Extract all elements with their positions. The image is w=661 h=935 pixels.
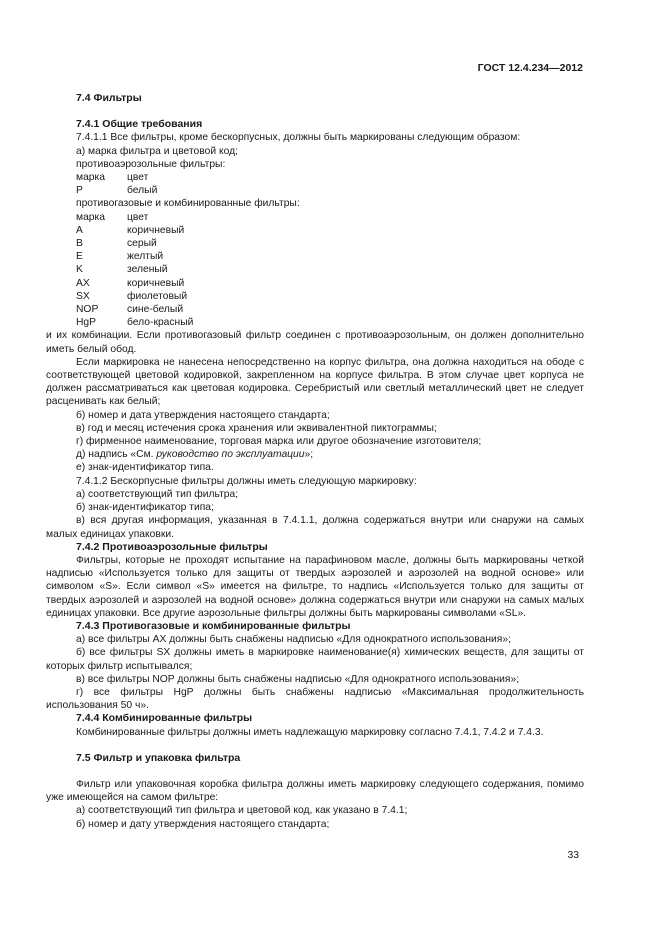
aerosol-filters-heading: противоаэрозольные фильтры: (76, 158, 226, 170)
gas-table-row (76, 277, 584, 290)
gas-table-row (76, 237, 584, 250)
gas-table-header (76, 211, 584, 224)
color-cell: зеленый (127, 264, 168, 276)
list-item-b: б) все фильтры SX должны иметь в маркировке наименование(я) химических веществ, для защиты от которых фильтр испытывался; (46, 647, 584, 672)
color-cell: бело-красный (127, 317, 194, 329)
combination-paragraph: и их комбинации. Если противогазовый фильтр соединен с противоаэрозольным, он должен дополнительно иметь белый обод. (46, 330, 584, 355)
list-item-g: г) фирменное наименование, торговая марка или другое обозначение изготовителя; (76, 436, 482, 448)
color-cell: сине-белый (127, 304, 184, 316)
list-item-v: в) год и месяц истечения срока хранения или эквивалентной пиктограммы; (76, 422, 437, 434)
list-item-v: в) все фильтры NOP должны быть снабжены надписью «Для однократного использования»; (76, 673, 520, 685)
color-column-header: цвет (127, 211, 149, 223)
section-7-4-4-title: 7.4.4 Комбинированные фильтры (76, 712, 253, 725)
mark-column-header: марка (76, 172, 105, 184)
list-item-a: а) соответствующий тип фильтра; (76, 488, 239, 500)
list-item-a: а) марка фильтра и цветовой код; (76, 145, 238, 157)
paragraph-7-4-4: Комбинированные фильтры должны иметь надлежащую маркировку согласно 7.4.1, 7.4.2 и 7.4.3. (76, 726, 544, 738)
manual-reference: руководство по эксплуатации (156, 449, 305, 461)
color-cell: коричневый (127, 277, 185, 289)
color-cell: желтый (127, 251, 164, 263)
list-item-e: е) знак-идентификатор типа. (76, 462, 214, 474)
color-cell: фиолетовый (127, 290, 188, 302)
section-7-5-title: 7.5 Фильтр и упаковка фильтра (76, 751, 241, 764)
mark-cell: K (76, 264, 83, 276)
color-cell: коричневый (127, 224, 185, 236)
paragraph-7-5: Фильтр или упаковочная коробка фильтра должны иметь маркировку следующего содержания, помимо уже имеющейся на самом фильтре: (46, 778, 584, 804)
gas-filters-heading: противогазовые и комбинированные фильтры: (76, 198, 300, 210)
mark-cell: NOP (76, 304, 99, 316)
list-item-d-text: д) надпись «См. (76, 449, 157, 461)
mark-cell: B (76, 238, 83, 250)
mark-cell: P (76, 185, 83, 197)
list-item-d (76, 448, 584, 461)
color-cell: серый (127, 238, 157, 250)
gas-table-row (76, 224, 584, 237)
mark-column-header: марка (76, 211, 105, 223)
mark-cell: E (76, 251, 83, 263)
rim-paragraph: Если маркировка не нанесена непосредственно на корпус фильтра, она должна находиться на ободе с соответствующей цветовой кодировкой, закрепленном на корпусе фильтра. В этом случае цвет корпуса не должен рассматриваться как цветовая кодировка. Серебристый или светлый металлический цвет не следует расценивать как белый; (46, 356, 584, 408)
list-item-v: в) вся другая информация, указанная в 7.4.1.1, должна содержаться внутри или снаружи на самых малых единицах упаковки. (46, 515, 584, 540)
aerosol-table-header (76, 171, 584, 184)
color-cell: белый (127, 185, 158, 197)
paragraph-7-4-1-2: 7.4.1.2 Бескорпусные фильтры должны иметь следующую маркировку: (76, 475, 417, 487)
section-7-4-2-title: 7.4.2 Противоаэрозольные фильтры (76, 540, 268, 553)
list-item-b: б) номер и дата утверждения настоящего стандарта; (76, 409, 330, 421)
paragraph-7-4-1-1: 7.4.1.1 Все фильтры, кроме бескорпусных, должны быть маркированы следующим образом: (76, 132, 521, 144)
list-item-b: б) знак-идентификатор типа; (76, 502, 214, 514)
section-7-4-1-title: 7.4.1 Общие требования (76, 118, 203, 131)
list-item-a: а) соответствующий тип фильтра и цветовой код, как указано в 7.4.1; (76, 805, 408, 817)
gas-table-row (76, 316, 584, 329)
page-number: 33 (567, 850, 579, 861)
color-column-header: цвет (127, 172, 149, 184)
aerosol-table-row (76, 184, 584, 197)
list-item-d-end: »; (304, 449, 314, 461)
list-item-a: а) все фильтры AX должны быть снабжены надписью «Для однократного использования»; (76, 634, 511, 646)
mark-cell: A (76, 224, 83, 236)
section-7-4-3-title: 7.4.3 Противогазовые и комбинированные фильтры (76, 619, 351, 632)
document-code: ГОСТ 12.4.234—2012 (477, 62, 583, 74)
gas-table-row (76, 263, 584, 276)
section-7-4-title: 7.4 Фильтры (76, 92, 142, 104)
mark-cell: SX (76, 290, 90, 302)
mark-cell: AX (76, 277, 90, 289)
list-item-b: б) номер и дату утверждения настоящего стандарта; (76, 818, 330, 830)
gas-table-row (76, 250, 584, 263)
list-item-g: г) все фильтры HgP должны быть снабжены надписью «Максимальная продолжительность использования 50 ч». (46, 686, 584, 712)
document-body (46, 92, 584, 831)
mark-cell: HgP (76, 317, 97, 329)
gas-table-row (76, 303, 584, 316)
gas-table-row (76, 290, 584, 303)
paragraph-7-4-2: Фильтры, которые не проходят испытание на парафиновом масле, должны быть маркированы четкой надписью «Используется только для защиты от твердых аэрозолей и аэрозолей на водной основе» или символом «S». Если символ «S» имеется на фильтре, то надпись «Используется только для защиты от твердых аэрозолей и аэрозолей на водной основе» должна содержаться внутри или снаружи на самых малых единицах упаковки. Все другие аэрозольные фильтры должны быть маркированы символами «SL». (46, 554, 584, 619)
